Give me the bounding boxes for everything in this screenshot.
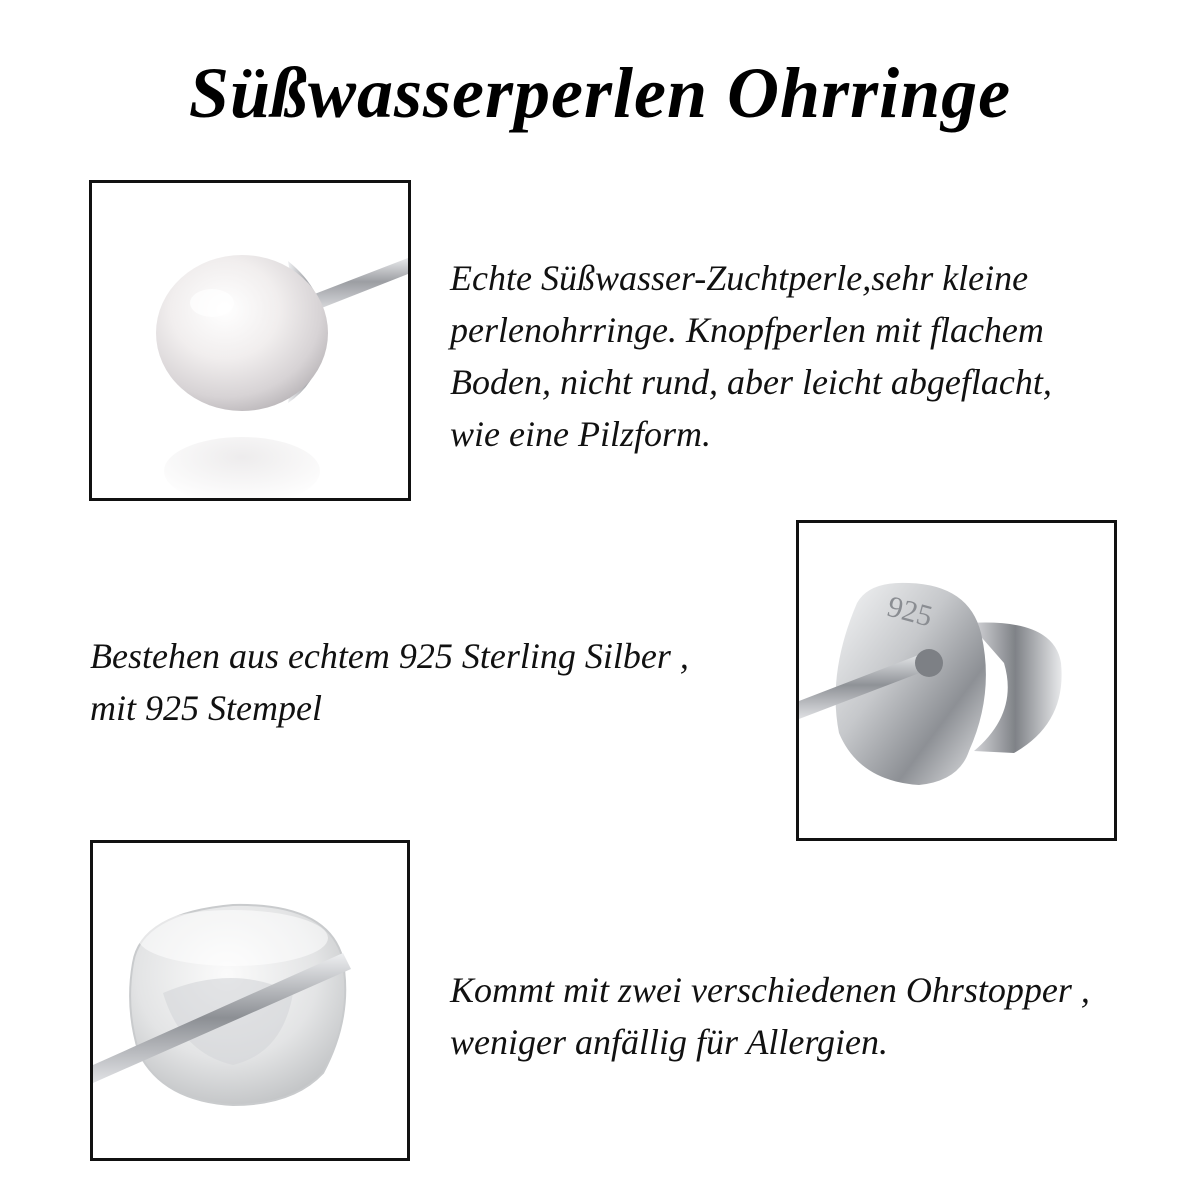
caption-line: Boden, nicht rund, aber leicht abgeflacht, — [450, 362, 1052, 402]
silicone-stopper-image — [90, 840, 410, 1161]
caption-line: perlenohrringe. Knopfperlen mit flachem — [450, 310, 1044, 350]
silver-butterfly-image — [796, 520, 1117, 841]
caption-line: Bestehen aus echtem 925 Sterling Silber , — [90, 636, 689, 676]
stopper-description — [450, 964, 1090, 1068]
caption-line: Echte Süßwasser-Zuchtperle,sehr kleine — [450, 258, 1029, 298]
caption-line: wie eine Pilzform. — [450, 414, 711, 454]
caption-line: Kommt mit zwei verschiedenen Ohrstopper , — [450, 970, 1090, 1010]
caption-line: weniger anfällig für Allergien. — [450, 1022, 888, 1062]
page-title: Süßwasserperlen Ohrringe — [188, 53, 1012, 133]
silicone-stopper-illustration — [93, 843, 407, 1158]
silver-description — [90, 630, 689, 734]
pearl-description — [450, 252, 1052, 460]
pearl-stud-illustration — [92, 183, 408, 498]
butterfly-back-illustration — [799, 523, 1114, 838]
pearl-stud-image — [89, 180, 411, 501]
stamp-text: 925 — [883, 589, 936, 634]
caption-line: mit 925 Stempel — [90, 688, 322, 728]
